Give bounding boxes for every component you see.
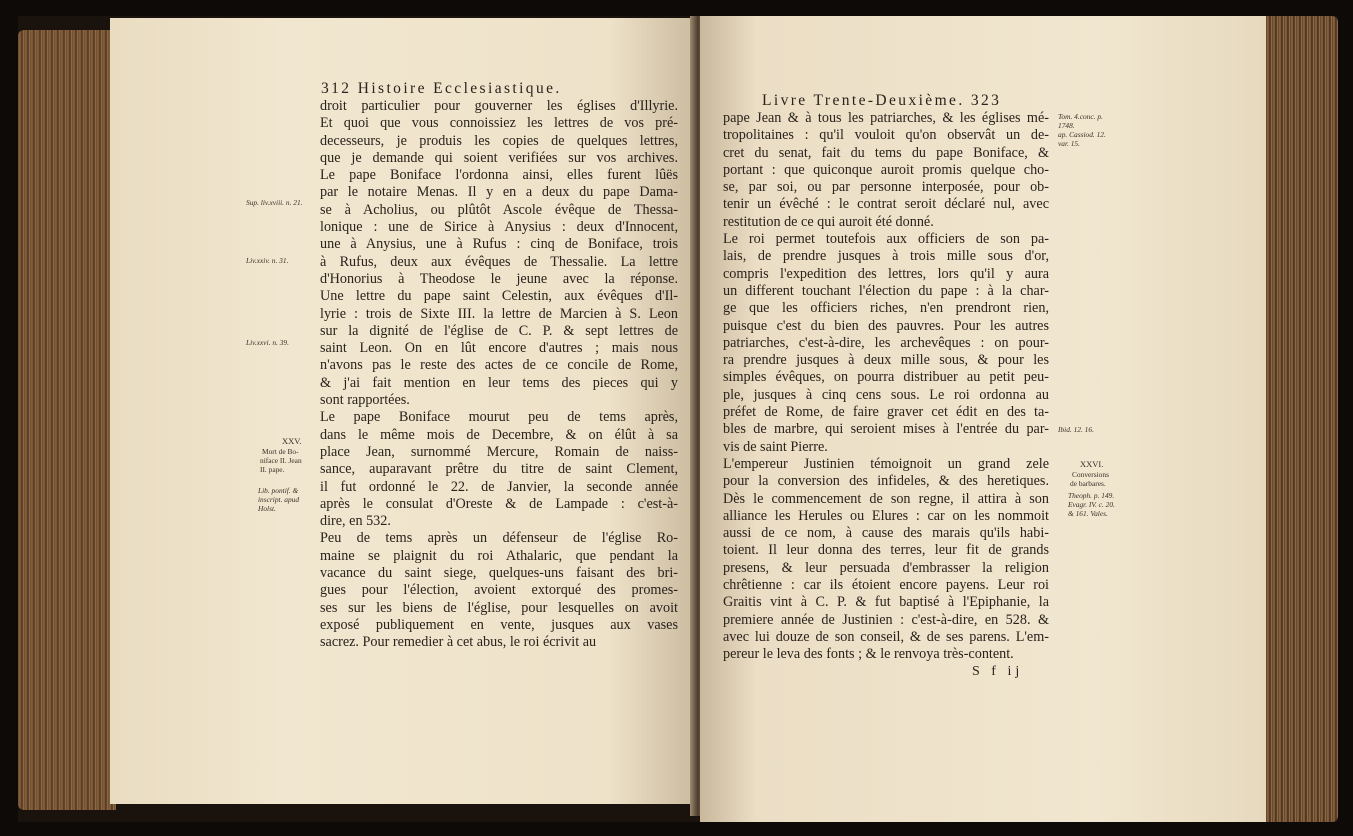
text-line: il fut ordonné le 22. de Janvier, la seconde année [320, 478, 678, 495]
text-line: L'empereur Justinien témoignoit un grand zele [723, 455, 1049, 472]
text-line: à Rufus, deux aux évêques de Thessalie. La lettre [320, 253, 678, 270]
text-line: place Jean, surnommé Mercure, Romain de naiss- [320, 443, 678, 460]
text-line: Une lettre du pape saint Celestin, aux évêques d'Il- [320, 288, 678, 305]
text-line: tropolitaines : qu'il vouloit qu'on observât un de- [723, 127, 1049, 144]
text-line: ge que les officiers riches, n'en prendront rien, [723, 300, 1049, 317]
left-margin-note: Liv.xxiv. n. 31. [246, 256, 289, 265]
text-line: saint Leon. On en lût encore d'autres ; mais nous [320, 340, 678, 357]
text-line: lais, de prendre jusques à trois mille sous d'or, [723, 248, 1049, 265]
text-line: toient. Il leur donna des terres, leur fit de grands [723, 542, 1049, 559]
left-margin-note: Sup. liv.xviii. n. 21. [246, 198, 303, 207]
text-line: ses sur les biens de l'église, pour lesquelles on avoit [320, 599, 678, 616]
left-margin-note: Holst. [258, 504, 276, 513]
text-line: Le roi permet toutefois aux officiers de son pa- [723, 231, 1049, 248]
text-line: sont rapportées. [320, 392, 410, 409]
text-line: compris l'expedition des lettres, lors qu'il y aura [723, 265, 1049, 282]
text-line: & j'ai fait mention en leur tems des pieces qui y [320, 374, 678, 391]
text-line: decesseurs, je produis les copies de quelques lettres, [320, 132, 678, 149]
left-page [110, 18, 696, 804]
text-line: maine se plaignit du roi Athalaric, que pendant la [320, 547, 678, 564]
text-line: une à Anysius, une à Rufus : cinq de Boniface, trois [320, 236, 678, 253]
text-line: portant : que quiconque auroit promis quelque cho- [723, 161, 1049, 178]
left-margin-note: inscript. apud [258, 495, 300, 504]
text-line: avec lui douze de son conseil, & de ses parens. L'em- [723, 628, 1049, 645]
text-line: n'avons pas le reste des actes de ce concile de Rome, [320, 357, 678, 374]
text-line: tenir un évêché : le contrat seroit déclaré nul, avec [723, 196, 1049, 213]
text-line: Dès le commencement de son regne, il attira à son [723, 490, 1049, 507]
text-line: ra prendre jusques à deux mille sous, & pour les [723, 352, 1049, 369]
text-line: alliance les Herules ou Elures : car on les nommoit [723, 507, 1049, 524]
text-line: aussi de ce nom, à cause des marais qu'ils habi- [723, 525, 1049, 542]
open-book [18, 16, 1338, 822]
text-line: ple, jusques à cinq cens sous. Le roi ordonna au [723, 386, 1049, 403]
right-margin-note: & 161. Vales. [1068, 509, 1108, 518]
text-line: préfet de Rome, de faire graver cet édit en des ta- [723, 404, 1049, 421]
text-line: par le notaire Menas. Il y en a deux du pape Dama- [320, 184, 678, 201]
left-margin-note: Mort de Bo- [262, 447, 299, 456]
text-line: d'Honorius à Theodose le jeune avec la réponse. [320, 270, 678, 287]
right-margin-note: de barbares. [1070, 479, 1106, 488]
right-running-header: Livre Trente-Deuxième. 323 [762, 92, 1002, 109]
text-line: lonique : une de Sirice à Anysius : deux d'Innocent, [320, 219, 678, 236]
text-line: exposé publiquement en vente, jusques aux vases [320, 616, 678, 633]
text-line: sance, auparavant prêtre du titre de saint Clement, [320, 461, 678, 478]
right-margin-note: ap. Cassiod. 12. [1058, 130, 1106, 139]
left-page-edges [18, 30, 116, 810]
text-line: droit particulier pour gouverner les églises d'Illyrie. [320, 98, 678, 114]
text-line: lyrie : trois de Sixte III. la lettre de Marcien à S. Leon [320, 305, 678, 322]
text-line: se, par soi, ou par personne interposée, pour ob- [723, 179, 1049, 196]
text-line: cret du senat, fait du tems du pape Boniface, & [723, 144, 1049, 161]
left-running-header: 312 Histoire Ecclesiastique. [321, 80, 562, 97]
text-line: simples évêques, on pourra distribuer au petit peu- [723, 369, 1049, 386]
signature-mark: S f ij [972, 664, 1024, 679]
section-number: XXV. [282, 436, 302, 446]
text-line: Le pape Boniface mourut peu de tems après, [320, 409, 678, 426]
text-line: bles de marbre, qui seroient mises à l'entrée du par- [723, 421, 1049, 438]
text-line: Peu de tems après un défenseur de l'église Ro- [320, 530, 678, 547]
text-line: chrêtienne : car ils étoient encore payens. Leur roi [723, 577, 1049, 594]
right-page-edges [1260, 16, 1338, 822]
text-line: puisque c'est du bien des pauvres. Pour les autres [723, 317, 1049, 334]
text-line: pereur le leva des fonts ; & le renvoya très-content. [723, 646, 1014, 663]
text-line: presens, & leur persuada d'embrasser la religion [723, 559, 1049, 576]
text-line: premiere année de Justinien : c'est-à-dire, en 528. & [723, 611, 1049, 628]
left-margin-note: niface II. Jean [260, 456, 302, 465]
text-line: Graitis vint à C. P. & fut baptisé à l'Epiphanie, la [723, 594, 1049, 611]
left-margin-note: II. pape. [260, 465, 285, 474]
left-margin-note: Lib. pontif. & [258, 486, 299, 495]
text-line: gues pour l'élection, avoient extorqué des promes- [320, 582, 678, 599]
right-page [700, 16, 1266, 822]
text-line: pape Jean & à tous les patriarches, & les églises mé- [723, 110, 1049, 126]
text-line: pour la conversion des infideles, & des heretiques. [723, 473, 1049, 490]
text-line: après le consulat d'Oreste & de Lampade : c'est-à- [320, 495, 678, 512]
text-line: vacance du saint siege, quelques-uns faisant des bri- [320, 565, 678, 582]
text-line: que je demande qui soient verifiées sur vos archives. [320, 149, 678, 166]
text-line: dans le même mois de Decembre, & on élût à sa [320, 426, 678, 443]
right-margin-note: 1748. [1058, 121, 1075, 130]
right-margin-note: Conversions [1072, 470, 1109, 479]
text-line: restitution de ce qui auroit été donné. [723, 213, 934, 230]
text-line: Le pape Boniface l'ordonna ainsi, elles furent lûës [320, 167, 678, 184]
right-margin-note: Theoph. p. 149. [1068, 491, 1115, 500]
text-line: sacrez. Pour remedier à cet abus, le roi écrivit au [320, 634, 597, 651]
text-line: un different touchant l'élection du pape : à la char- [723, 282, 1049, 299]
text-line: patriarches, c'est-à-dire, les archevêques : on pour- [723, 334, 1049, 351]
right-margin-note: Tom. 4.conc. p. [1058, 112, 1103, 121]
text-line: Et quoi que vous connoissiez les lettres de vos pré- [320, 115, 678, 132]
left-margin-note: Liv.xxvi. n. 39. [246, 338, 289, 347]
text-line: vis de saint Pierre. [723, 438, 828, 455]
right-margin-note: Ibid. 12. 16. [1058, 425, 1094, 434]
text-line: dire, en 532. [320, 513, 391, 530]
right-body-text [723, 110, 1049, 664]
left-body-text [320, 98, 678, 652]
right-margin-note: var. 15. [1058, 139, 1080, 148]
text-line: sur la dignité de l'église de C. P. & sept lettres de [320, 322, 678, 339]
text-line: se à Acholius, ou plûtôt Ascole évêque de Thessa- [320, 201, 678, 218]
right-margin-note: Evagr. IV. c. 20. [1068, 500, 1115, 509]
section-number: XXVI. [1080, 459, 1104, 469]
